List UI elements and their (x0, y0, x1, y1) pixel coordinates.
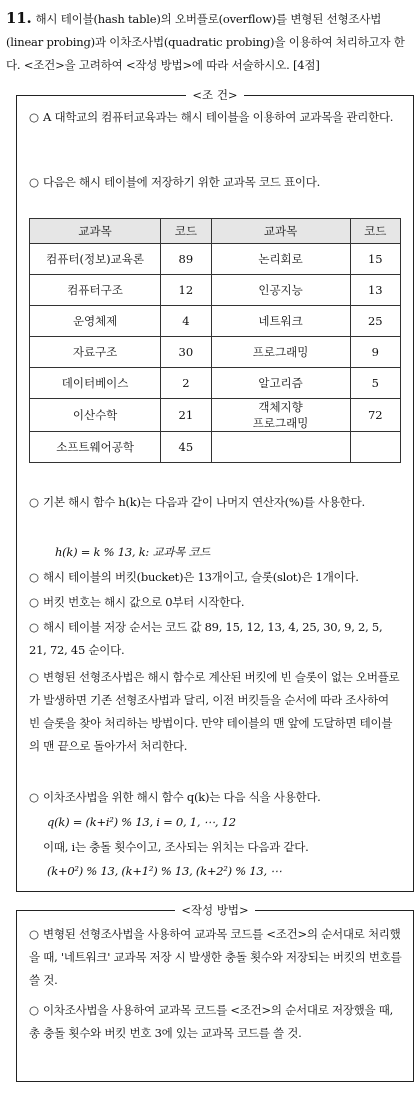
table-row (30, 306, 401, 337)
method-item: ○ 변형된 선형조사법을 사용하여 교과목 코드를 <조건>의 순서대로 처리했을 때, '네트워크' 교과목 저장 시 발생한 충돌 횟수와 저장되는 버킷의 번호를 쓸 것. (29, 927, 402, 987)
table-row (30, 244, 401, 275)
conditions-title: <조 건> (186, 88, 243, 102)
quadratic-note: 이때, i는 충돌 횟수이고, 조사되는 위치는 다음과 같다. (43, 840, 309, 854)
condition-item: ○ 이차조사법을 위한 해시 함수 q(k)는 다음 식을 사용한다. (29, 790, 321, 804)
course-code-cell: 5 (350, 368, 400, 399)
course-code-cell: 30 (161, 337, 211, 368)
condition-item: ○ A 대학교의 컴퓨터교육과는 해시 테이블을 이용하여 교과목을 관리한다. (29, 110, 394, 124)
table-header-row (30, 219, 401, 244)
table-row (30, 275, 401, 306)
hash-formula: h(k) = k % 13, k: 교과목 코드 (55, 545, 211, 559)
course-name-cell: 인공지능 (211, 275, 350, 306)
course-name-cell (211, 432, 350, 463)
condition-item: ○ 다음은 해시 테이블에 저장하기 위한 교과목 코드 표이다. (29, 175, 320, 189)
condition-item: ○ 변형된 선형조사법은 해시 함수로 계산된 버킷에 빈 슬롯이 없는 오버플로가 발생하면 기존 선형조사법과 달리, 이전 버킷들을 순서에 따라 조사하여 빈 슬롯을 찾아 처리하는 방법이다. 만약 테이블의 맨 앞에 도달하면 테이블의 맨 끝으로 돌아가서 처리한다. (29, 670, 400, 753)
condition-item: ○ 기본 해시 함수 h(k)는 다음과 같이 나머지 연산자(%)를 사용한다. (29, 495, 365, 509)
course-code-cell: 72 (350, 399, 400, 432)
quadratic-formula: q(k) = (k+i²) % 13, i = 0, 1, ⋯, 12 (47, 815, 236, 829)
course-code-cell: 9 (350, 337, 400, 368)
course-name-cell: 컴퓨터(정보)교육론 (30, 244, 161, 275)
question-body: 해시 테이블(hash table)의 오버플로(overflow)를 변형된 선형조사법(linear probing)과 이차조사법(quadratic probing)을 이용하여 처리하고자 한다. <조건>을 고려하여 <작성 방법>에 따라 서술하시오. [4점] (6, 12, 405, 72)
table-body (30, 244, 401, 463)
course-code-cell: 25 (350, 306, 400, 337)
course-code-cell: 12 (161, 275, 211, 306)
condition-item: ○ 해시 테이블 저장 순서는 코드 값 89, 15, 12, 13, 4, 25, 30, 9, 2, 5, 21, 72, 45 순이다. (29, 620, 383, 657)
method-title: <작성 방법> (175, 903, 254, 917)
course-name-cell: 프로그래밍 (211, 337, 350, 368)
table-row (30, 432, 401, 463)
table-row (30, 337, 401, 368)
condition-item: ○ 해시 테이블의 버킷(bucket)은 13개이고, 슬롯(slot)은 1개이다. (29, 570, 359, 584)
course-name-cell: 네트워크 (211, 306, 350, 337)
conditions-box (16, 88, 414, 892)
table-row (30, 399, 401, 432)
header-course: 교과목 (30, 219, 161, 244)
course-name-cell: 자료구조 (30, 337, 161, 368)
course-code-table (29, 218, 401, 463)
course-name-cell: 알고리즘 (211, 368, 350, 399)
course-name-cell: 컴퓨터구조 (30, 275, 161, 306)
course-code-cell: 21 (161, 399, 211, 432)
method-item: ○ 이차조사법을 사용하여 교과목 코드를 <조건>의 순서대로 저장했을 때, 총 충돌 횟수와 버킷 번호 3에 있는 교과목 코드를 쓸 것. (29, 1003, 394, 1040)
course-code-cell: 15 (350, 244, 400, 275)
course-name-cell: 소프트웨어공학 (30, 432, 161, 463)
condition-item: ○ 버킷 번호는 해시 값으로 0부터 시작한다. (29, 595, 245, 609)
course-name-cell: 논리회로 (211, 244, 350, 275)
course-code-cell: 13 (350, 275, 400, 306)
course-code-cell: 4 (161, 306, 211, 337)
header-code: 코드 (350, 219, 400, 244)
header-course: 교과목 (211, 219, 350, 244)
course-name-cell: 이산수학 (30, 399, 161, 432)
table-row (30, 368, 401, 399)
course-code-cell: 2 (161, 368, 211, 399)
question-number: 11. (6, 9, 32, 27)
course-name-cell: 데이터베이스 (30, 368, 161, 399)
course-code-cell: 45 (161, 432, 211, 463)
course-name-cell: 객체지향 프로그래밍 (211, 399, 350, 432)
course-code-cell: 89 (161, 244, 211, 275)
course-name-cell: 운영체제 (30, 306, 161, 337)
course-code-cell (350, 432, 400, 463)
quadratic-sequence: (k+0²) % 13, (k+1²) % 13, (k+2²) % 13, ⋯ (47, 864, 282, 878)
question-text (6, 7, 414, 77)
method-box (16, 903, 414, 1082)
header-code: 코드 (161, 219, 211, 244)
